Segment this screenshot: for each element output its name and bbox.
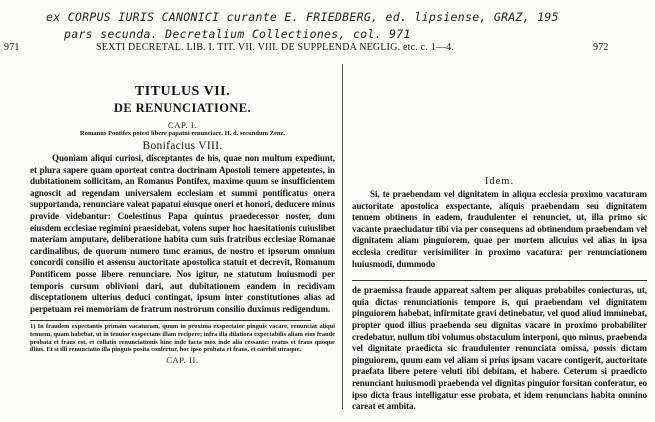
running-head-title: SEXTI DECRETAL. LIB. I. TIT. VII. VIII. DE SUPPLENDA NEGLIG. etc. c. 1—4.	[96, 42, 455, 53]
footnote-divider	[30, 320, 311, 321]
decretal-text: Si, te praebendam vel dignitatem in aliqua ecclesia proximo vacaturam auctoritate apostolica exspectante, aliquis praebendam seu dignitatem tenuem obtinens in eadem, fraudulenter ei renunciet, ut, illa primo sic vacante praecludatur tibi via per consequens ad obtinendum praebendam vel dignitatem aliam pinguiorem, quae per mortem alicuius vel alias in ipsa ecclesia creditur verisimiliter in proximo vacatura: per renunciationem huiusmodi, dummodo	[352, 189, 647, 269]
column-divider	[342, 64, 343, 409]
chapter-summary: Romanus Pontifex potest libere papatui renunciare. H. d. secundum Zenz.	[80, 130, 285, 137]
section-title: DE RENUNCIATIONE.	[113, 101, 252, 115]
chapter-label: CAP. II.	[166, 354, 199, 365]
footnote-text: 1) In fraudem expectantis primam vacaturam, quum in proxima exspectator pinguis vacare, renunciat aliqui tenuem, quam habebat, ut in tenuior exspectans illam recipere; infra illa dilatiora expectabilis aliam eius fraude probata et fraus est, et collatio renunciationis hinc inde facta mox inde alia cessante: reatus et fraus quoque illius. Et si illi renunciatio illa pinguis posita confertur, hoc ipso probata et fraus, et carebit utraque.	[30, 323, 335, 354]
section-heading: Idem.	[484, 176, 515, 187]
handwritten-source-note-line1: ex CORPUS IURIS CANONICI curante E. FRIEDBERG, ed. lipsiense, GRAZ, 195	[46, 10, 559, 24]
handwritten-source-note-line2: pars secunda. Decretalium Collectiones, col. 971	[64, 27, 411, 41]
left-column-number: 971	[4, 42, 20, 53]
running-head	[0, 42, 655, 56]
decretal-text: Quoniam aliqui curiosi, disceptantes de his, quae non multum expediunt, et plura sapere quam oporteat contra doctrinam Apostoli temere appetentes, in dubitationem sollicitam, an Romanus Pontifex, maxime quum se insufficientem agnoscit ad regendam universalem ecclesiam et summi pontificatus onera supportanda, renunciare valeat papatui eiusque oneri et honori, deducere minus provide videbantur: Coelestinus Papa quintus praedecessor noster, dum eiusdem ecclesiae regimini praesidebat, volens super hoc haesitationis cuiuslibet materiam amputare, deliberatione habita cum suis fratribus ecclesiae Romanae cardinalibus, de quorum numero tunc eramus, de nostro et ipsorum omnium concordi consilio et assensu auctoritate apostolica statuit et decrevit, Romanum Pontificem posse libere renunciare. Nos igitur, ne statutum huiusmodi per temporis cursum oblivioni dari, aut dubitationem eandem in recidivam disceptationem ulterius deduci contingat, ipsum inter constitutiones alias ad perpetuam rei memoriam de fratrum nostrorum consilio duximus redigendum.	[30, 153, 335, 314]
chapter-label: CAP. I.	[168, 120, 197, 130]
left-column	[30, 60, 335, 415]
decretal-text-continued: de praemissa fraude appareat saltem per aliquas probabiles coniecturas, ut, quia dictas renunciationis tempore is, qui praebendam vel dignitatem pinguiorem habebat, infirmitate gravi detinebatur, vel quod aliud imminebat, propter quod illius praebenda seu dignitas vacare in proximo probabiliter credebatur, nullum tibi volumus obstaculum interponi, quo minus, praebenda vel dignitate praedicta sic fraudulenter renunciata omissa, possis dictam pinguiorem, quum eam vel aliam si prius ipsam vacare contigerit, auctoritate praefata libere petere veluti tibi debitam, et habere. Ceterum si praedicto renunciant huiusmodi praebenda vel dignitas pinguior forsitan conferatur, eo ipso dicta fraus intelligatur esse probata, et idem renuncians habita omnino careat et ambita.	[352, 285, 647, 412]
titulus-heading: TITULUS VII.	[134, 84, 231, 99]
section-divider	[352, 280, 647, 281]
author-heading: Bonifacius VIII.	[142, 140, 223, 152]
right-column-number: 972	[593, 42, 609, 53]
right-column	[352, 60, 647, 415]
